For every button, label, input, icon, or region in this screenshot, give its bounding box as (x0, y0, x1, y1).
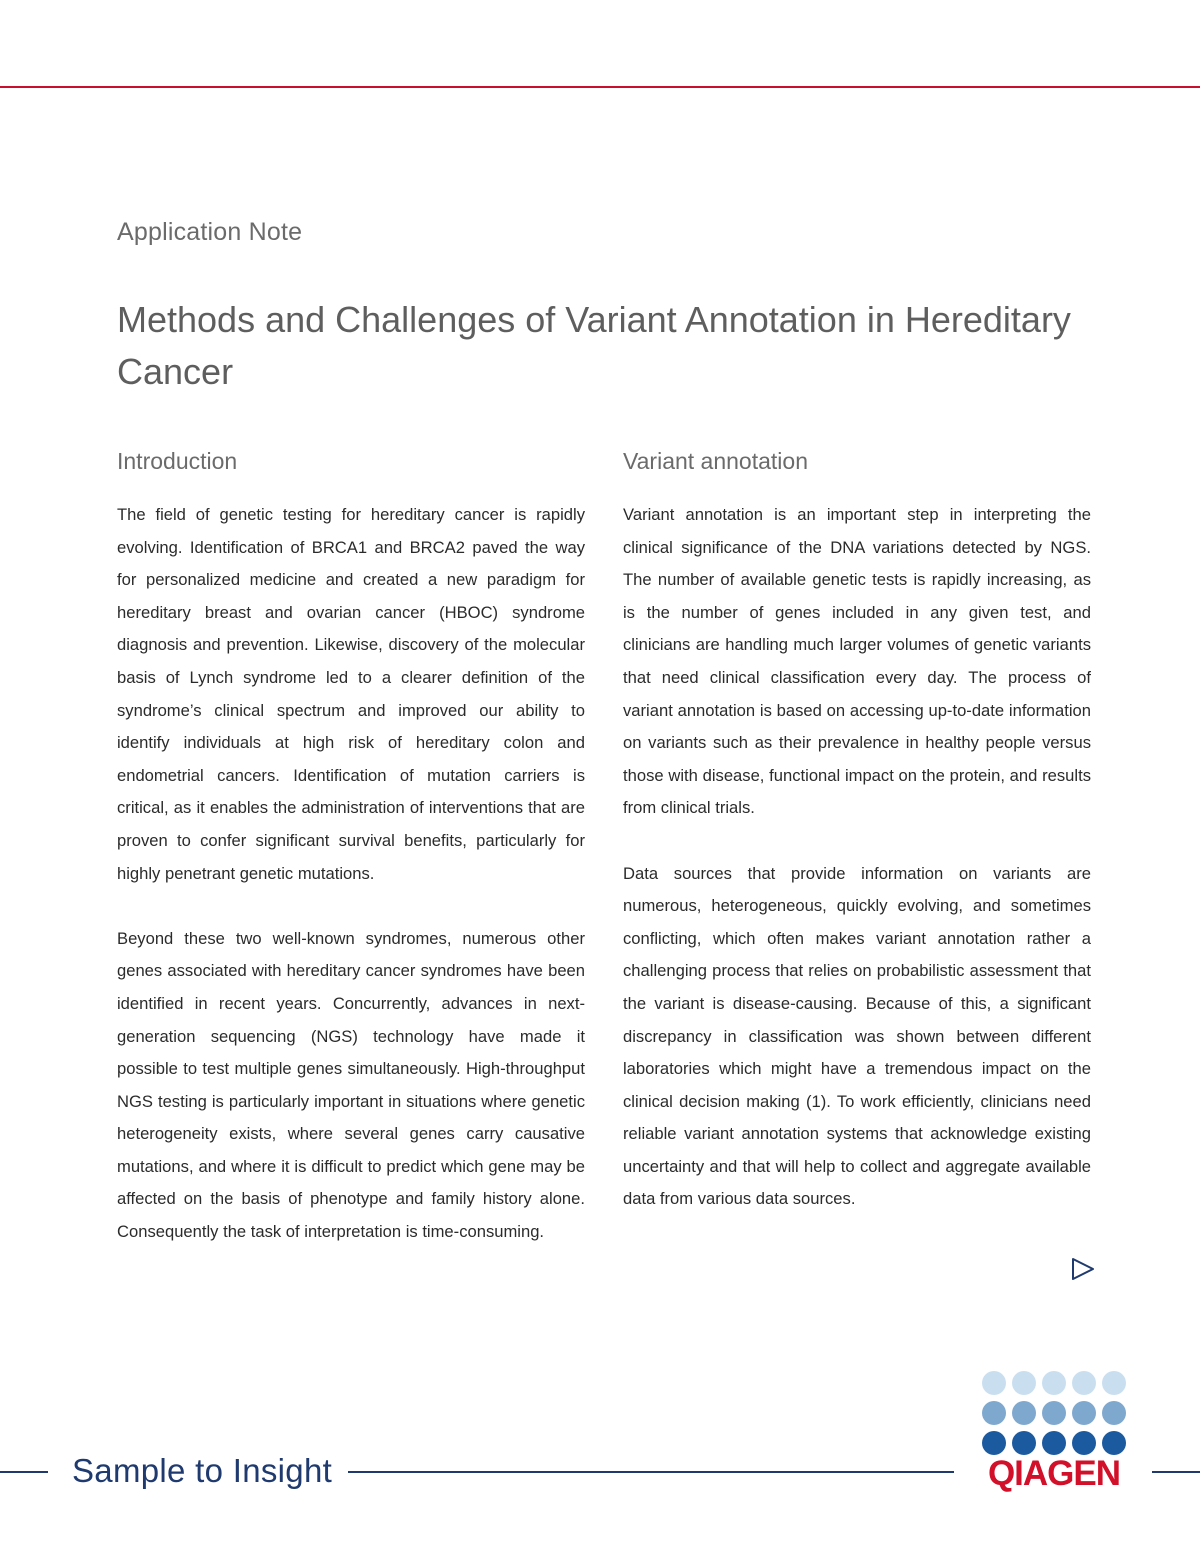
variant-annotation-paragraph-2: Data sources that provide information on variants are numerous, heterogeneous, quickly evolving, and sometimes conflicting, which often makes variant annotation rather a challenging process that relies on probabilistic assessment that the variant is disease-causing. Because of this, a significant discrepancy in classification was shown between different laboratories which might have a tremendous impact on the clinical decision making (1). To work efficiently, clinicians need reliable variant annotation systems that acknowledge existing uncertainty and that will help to collect and aggregate available data from various data sources. (623, 863, 1091, 1209)
footer-rule-right (1152, 1471, 1200, 1473)
footer-tagline: Sample to Insight (72, 1452, 333, 1489)
variant-annotation-heading: Variant annotation (623, 448, 808, 474)
introduction-heading: Introduction (117, 448, 238, 474)
play-triangle-outline-icon[interactable] (1070, 1256, 1096, 1282)
top-red-rule (0, 86, 1200, 88)
footer-rule-left (0, 1471, 48, 1473)
qiagen-logo-dots (982, 1371, 1126, 1455)
introduction-paragraph-1: The field of genetic testing for hereditary cancer is rapidly evolving. Identification of BRCA1 and BRCA2 paved the way for personalized medicine and created a new paradigm for hereditary breast and ovarian cancer (HBOC) syndrome diagnosis and prevention. Likewise, discovery of the molecular basis of Lynch syndrome led to a clearer definition of the syndrome’s clinical spectrum and improved our ability to identify individuals at high risk of hereditary colon and endometrial cancers. Identification of mutation carriers is critical, as it enables the administration of interventions that are proven to confer significant survival benefits, particularly for highly penetrant genetic mutations. (117, 505, 585, 883)
introduction-column (117, 445, 585, 1281)
introduction-paragraph-2: Beyond these two well-known syndromes, numerous other genes associated with hereditary cancer syndromes have been identified in recent years. Concurrently, advances in next-generation sequencing (NGS) technology have made it possible to test multiple genes simultaneously. High-throughput NGS testing is particularly important in situations where genetic heterogeneity exists, where several genes carry causative mutations, and where it is difficult to predict which gene may be affected on the basis of phenotype and family history alone. Consequently the task of interpretation is time-consuming. (117, 928, 585, 1242)
qiagen-logo (978, 1370, 1130, 1492)
document-title: Methods and Challenges of Variant Annotation in Hereditary Cancer (117, 299, 1071, 392)
footer-rule-middle (348, 1471, 954, 1473)
variant-annotation-column (623, 445, 1091, 1249)
document-type: Application Note (117, 218, 303, 246)
qiagen-logo-text: QIAGEN (987, 1454, 1121, 1492)
variant-annotation-paragraph-1: Variant annotation is an important step in interpreting the clinical significance of the DNA variations detected by NGS. The number of available genetic tests is rapidly increasing, as is the number of genes included in any given test, and clinicians are handling much larger volumes of genetic variants that need clinical classification every day. The process of variant annotation is based on accessing up-to-date information on variants such as their prevalence in healthy people versus those with disease, functional impact on the protein, and results from clinical trials. (623, 505, 1091, 818)
